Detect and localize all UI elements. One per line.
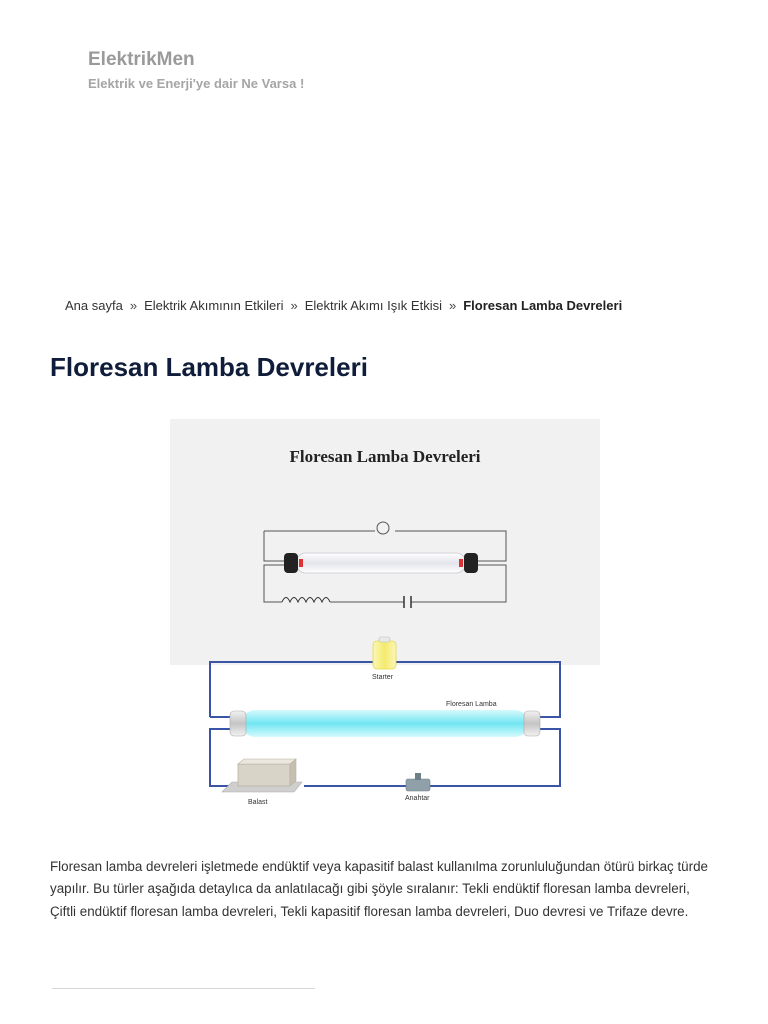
site-header [88, 48, 304, 91]
lamp-label: Floresan Lamba [446, 701, 497, 708]
fluorescent-tube [230, 710, 540, 737]
site-tagline: Elektrik ve Enerji'ye dair Ne Varsa ! [88, 76, 305, 91]
ballast-label: Balast [248, 799, 268, 806]
article-paragraph: Floresan lamba devreleri işletmede endüktif veya kapasitif balast kullanılma zorunluluğundan ötürü birkaç türde yapılır. Bu türler aşağıda detaylıca da anlatılacağı gibi şöyle sıralanır: Tekli endüktif floresan lamba devreleri, Çiftli endüktif floresan lamba devreleri, Tekli kapasitif floresan lamba devreleri, Duo devresi ve Trifaze devre. [50, 859, 708, 919]
page-title: Floresan Lamba Devreleri [50, 352, 368, 382]
breadcrumb-separator: » [448, 298, 457, 313]
breadcrumb-current: Floresan Lamba Devreleri [463, 298, 623, 313]
breadcrumb-electric-effects[interactable]: Elektrik Akımının Etkileri [144, 298, 284, 313]
starter-component [373, 637, 396, 669]
breadcrumb-separator: » [290, 298, 298, 313]
breadcrumb [65, 298, 622, 313]
content-divider [52, 988, 315, 989]
switch-label: Anahtar [405, 795, 430, 802]
breadcrumb-separator: » [129, 298, 138, 313]
figure-heading: Floresan Lamba Devreleri [289, 447, 481, 466]
switch-component [406, 773, 430, 791]
schematic-top-tube [284, 553, 478, 573]
starter-label: Starter [372, 674, 394, 681]
ballast-component [222, 759, 302, 792]
site-title-link[interactable]: ElektrikMen [88, 49, 195, 70]
article-figure[interactable] [170, 419, 600, 819]
circuit-diagram-svg [170, 419, 600, 819]
breadcrumb-home[interactable]: Ana sayfa [65, 298, 123, 313]
breadcrumb-light-effect[interactable]: Elektrik Akımı Işık Etkisi [304, 298, 442, 313]
